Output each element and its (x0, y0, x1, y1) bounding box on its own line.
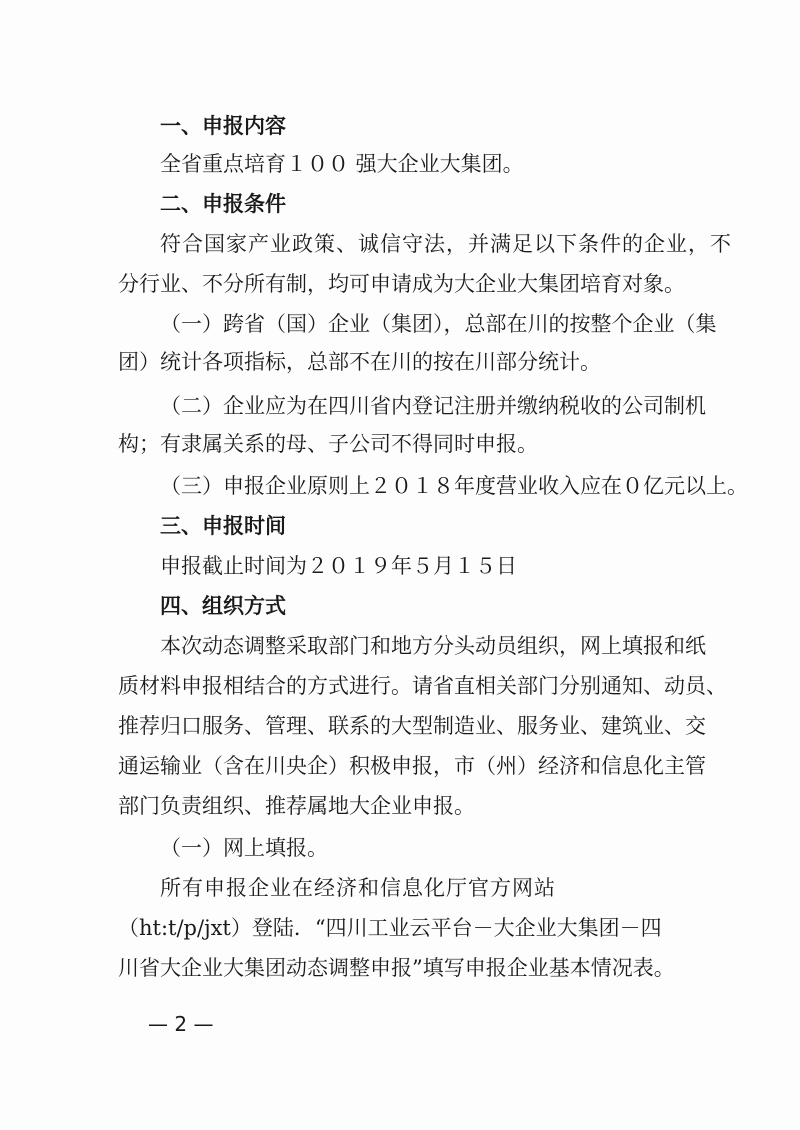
paragraph-line: 全省重点培育１００ 强大企业大集团。 (160, 152, 524, 176)
section-heading-time: 三、申报时间 (160, 514, 286, 538)
page-number: — 2 — (148, 1012, 214, 1036)
paragraph-line: （一）跨省（国）企业（集团），总部在川的按整个企业（集 (160, 312, 717, 336)
paragraph-line: （ht:t/p/jxt）登陆．“四川工业云平台－大企业大集团－四 (118, 916, 662, 940)
paragraph-line: 符合国家产业政策、诚信守法，并满足以下条件的企业，不 (160, 232, 732, 256)
paragraph-line: 团）统计各项指标，总部不在川的按在川部分统计。 (118, 350, 601, 374)
subsection-heading-online: （一）网上填报。 (160, 836, 328, 860)
paragraph-line: 构；有隶属关系的母、子公司不得同时申报。 (118, 432, 538, 456)
paragraph-line: （二）企业应为在四川省内登记注册并缴纳税收的公司制机 (160, 394, 706, 418)
paragraph-line: 通运输业（含在川央企）积极申报，市（州）经济和信息化主管 (118, 754, 706, 778)
paragraph-line: 本次动态调整采取部门和地方分头动员组织，网上填报和纸 (160, 634, 706, 658)
paragraph-line: 部门负责组织、推荐属地大企业申报。 (118, 794, 475, 818)
paragraph-line: 推荐归口服务、管理、联系的大型制造业、服务业、建筑业、交 (118, 714, 706, 738)
paragraph-line: 川省大企业大集团动态调整申报”填写申报企业基本情况表。 (118, 956, 675, 980)
paragraph-line: （三）申报企业原则上２０１８年度营业收入应在０亿元以上。 (160, 474, 748, 498)
section-heading-organization: 四、组织方式 (160, 594, 286, 618)
section-heading-conditions: 二、申报条件 (160, 192, 286, 216)
section-heading-content: 一、申报内容 (160, 114, 286, 138)
paragraph-line: 质材料申报相结合的方式进行。请省直相关部门分别通知、动员、 (118, 674, 727, 698)
paragraph-line: 申报截止时间为２０１９年５月１５日 (160, 554, 517, 578)
paragraph-line: 分行业、不分所有制，均可申请成为大企业大集团培育对象。 (118, 272, 685, 296)
paragraph-line: 所有申报企业在经济和信息化厅官方网站 (160, 876, 556, 900)
